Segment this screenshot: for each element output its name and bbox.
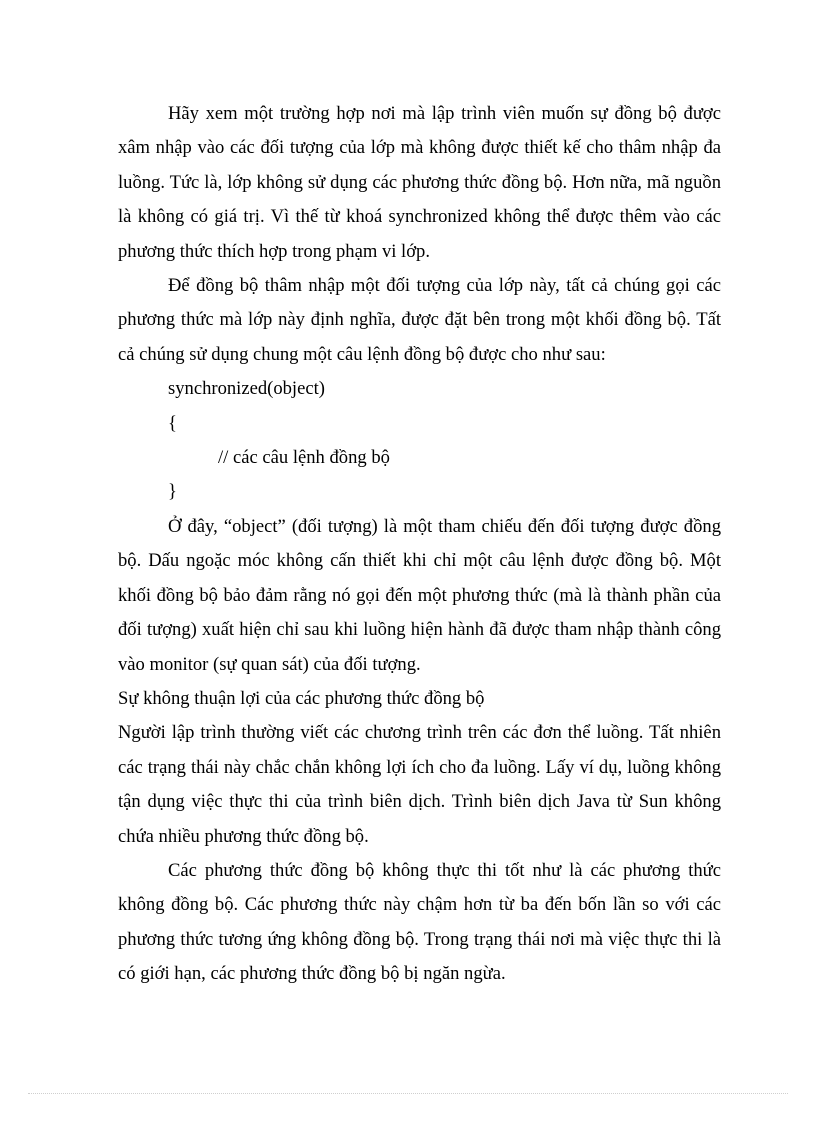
code-close-brace: } (168, 481, 177, 503)
document-body (118, 97, 721, 992)
paragraph-2: Để đồng bộ thâm nhập một đối tượng của lớp này, tất cả chúng gọi các phương thức mà lớp này định nghĩa, được đặt bên trong một khối đồng bộ. Tất cả chúng sử dụng chung một câu lệnh đồng bộ được cho như sau: (118, 275, 721, 365)
section-paragraph-2: Các phương thức đồng bộ không thực thi tốt như là các phương thức không đồng bộ. Các phương thức này chậm hơn từ ba đến bốn lần so với các phương thức tương ứng không đồng bộ. Trong trạng thái nơi mà việc thực thi là có giới hạn, các phương thức đồng bộ bị ngăn ngừa. (118, 859, 721, 985)
code-line-synchronized: synchronized(object) (168, 378, 325, 400)
page-bottom-divider (28, 1093, 788, 1094)
code-comment: // các câu lệnh đồng bộ (218, 447, 390, 469)
section-paragraph-1: Người lập trình thường viết các chương trình trên các đơn thể luồng. Tất nhiên các trạng thái này chắc chắn không lợi ích cho đa luồng. Lấy ví dụ, luồng không tận dụng việc thực thi của trình biên dịch. Trình biên dịch Java từ Sun không chứa nhiều phương thức đồng bộ. (118, 722, 721, 847)
paragraph-3: Ở đây, “object” (đối tượng) là một tham chiếu đến đối tượng được đồng bộ. Dấu ngoặc móc không cấn thiết khi chỉ một câu lệnh được đồng bộ. Một khối đồng bộ bảo đảm rằng nó gọi đến một phương thức (mà là thành phần của đối tượng) xuất hiện chỉ sau khi luồng hiện hành đã được tham nhập thành công vào monitor (sự quan sát) của đối tượng. (118, 515, 721, 675)
code-open-brace: { (168, 412, 177, 434)
paragraph-1: Hãy xem một trường hợp nơi mà lập trình viên muốn sự đồng bộ được xâm nhập vào các đối tượng của lớp mà không được thiết kế cho thâm nhập đa luồng. Tức là, lớp không sử dụng các phương thức đồng bộ. Hơn nữa, mã nguồn là không có giá trị. Vì thế từ khoá synchronized không thể được thêm vào các phương thức thích hợp trong phạm vi lớp. (118, 103, 721, 262)
section-heading: Sự không thuận lợi của các phương thức đồng bộ (118, 687, 485, 709)
